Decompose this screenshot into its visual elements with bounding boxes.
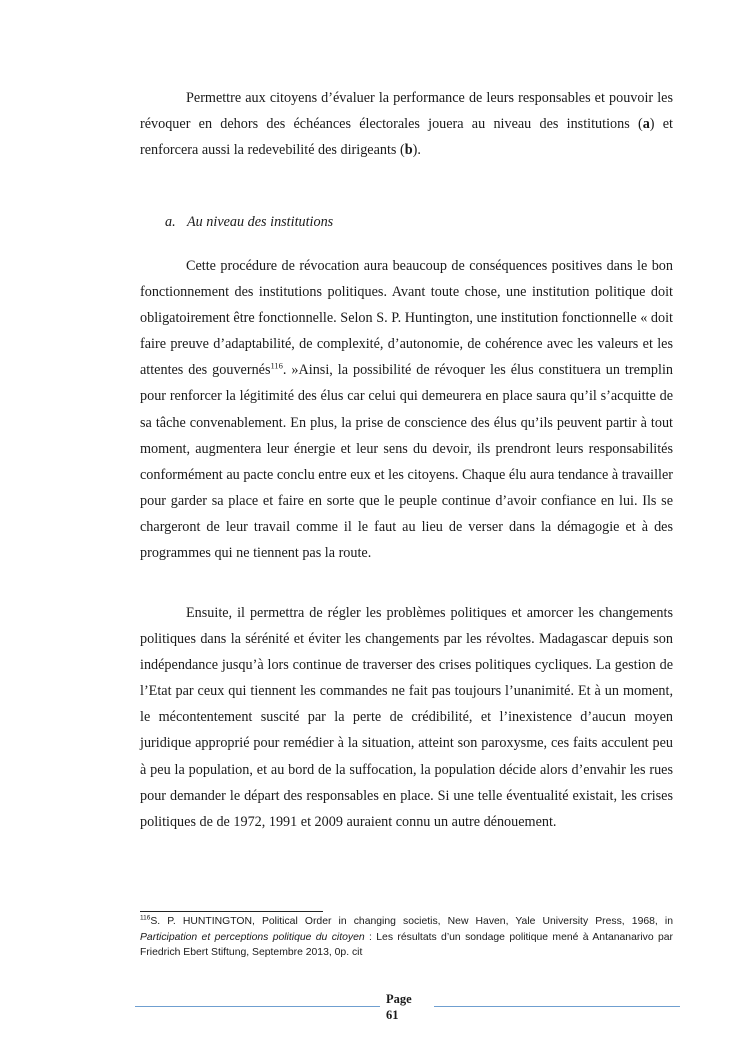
paragraph-institutions <box>140 253 673 566</box>
page-number-value: 61 <box>386 1008 399 1022</box>
intro-text-2: ) et renforcera aussi la redevebilité des dirigeants ( <box>140 116 673 159</box>
page-label-text: Page <box>386 992 412 1006</box>
heading-number: a. <box>165 214 176 230</box>
footer-line-right <box>434 1006 680 1007</box>
footnote-text-1: S. P. HUNTINGTON, Political Order in changing societis, New Haven, Yale University Press, 1968, in <box>150 916 673 927</box>
paragraph-crises <box>140 600 673 835</box>
heading-text: Au niveau des institutions <box>187 214 334 230</box>
intro-bold-a: a <box>642 116 650 133</box>
footnote-title-italic: Participation et perceptions politique du citoyen <box>140 931 365 943</box>
intro-bold-b: b <box>404 142 413 159</box>
page-number <box>386 991 432 1023</box>
footnote-reference[interactable]: 116 <box>270 360 283 371</box>
crises-text: Ensuite, il permettra de régler les problèmes politiques et amorcer les changements politiques dans la sérénité et éviter les changements par les révoltes. Madagascar depuis son indépendance jusqu’à lors continue de traverser des crises politiques cycliques. La gestion de l’Etat par ceux qui tiennent les commandes ne fait pas toujours l’unanimité. Et à un moment, le mécontentement suscité par la perte de crédibilité, et l’inexistence d’aucun moyen juridique approprié pour remédier à la situation, atteint son paroxysme, ces faits acculent peu à peu la population, et au bord de la suffocation, la population décide alors d’envahir les rues pour demander le départ des responsables en place. Si une telle éventualité existait, les crises politiques de de 1972, 1991 et 2009 auraient connu un autre dénouement. <box>140 605 673 830</box>
footnote-text-2: : Les résultats d’un sondage politique mené à Antananarivo par Friedrich Ebert Stiftung, Septembre 2013, 0p. cit <box>140 931 673 958</box>
institutions-text-2: . »Ainsi, la possibilité de révoquer les élus constituera un tremplin pour renforcer la légitimité des élus car celui qui demeurera en place saura qu’il s’acquitte de sa tâche convenablement. En plus, la prise de conscience des élus qu’ils peuvent partir à tout moment, augmentera leur énergie et leur sens du devoir, ils prendront leurs responsabilités conformément au pacte conclu entre eux et les citoyens. Chaque élu aura tendance à travailler pour garder sa place et faire en sorte que le peuple continue d’avoir confiance en lui. Ils se chargeront de leur travail comme il le faut au lieu de verser dans la démagogie et à des programmes qui ne tiennent pas la route. <box>140 362 673 562</box>
footnote-marker: 116 <box>140 914 151 922</box>
footnote-separator <box>140 911 323 912</box>
intro-text-3: ). <box>412 142 421 159</box>
institutions-text-1: Cette procédure de révocation aura beaucoup de conséquences positives dans le bon fonctionnement des institutions politiques. Avant toute chose, une institution politique doit obligatoirement être fonctionnelle. Selon S. P. Huntington, une institution fonctionnelle « doit faire preuve d’adaptabilité, de complexité, d’autonomie, de cohérence avec les valeurs et les attentes des gouvernés <box>140 258 673 379</box>
paragraph-intro <box>140 85 673 163</box>
section-heading <box>165 214 333 231</box>
footnote <box>140 914 673 961</box>
footer-line-left <box>135 1006 380 1007</box>
intro-text-1: Permettre aux citoyens d’évaluer la performance de leurs responsables et pouvoir les révoquer en dehors des échéances électorales jouera au niveau des institutions ( <box>140 90 673 133</box>
